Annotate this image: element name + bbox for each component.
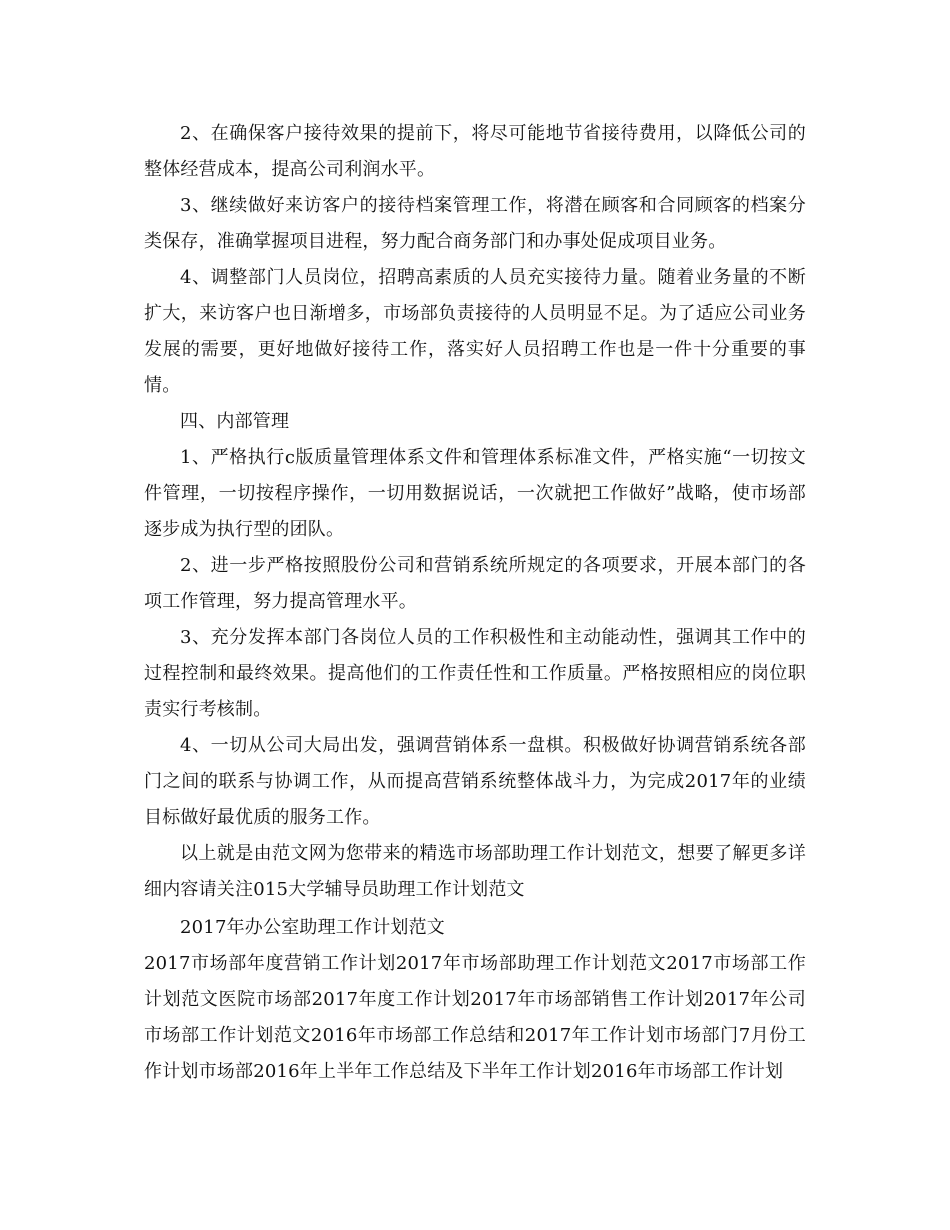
closing-paragraph: 以上就是由范文网为您带来的精选市场部助理工作计划范文，想要了解更多详细内容请关注015大学辅导员助理工作计划范文 <box>144 843 806 900</box>
related-title: 2017年办公室助理工作计划范文 <box>180 917 446 938</box>
related-links-list: 2017市场部年度营销工作计划2017年市场部助理工作计划范文2017市场部工作计划范文医院市场部2017年度工作计划2017年市场部销售工作计划2017年公司市场部工作计划范文2016年市场部工作总结和2017年工作计划市场部门7月份工作计划市场部2016年上半年工作总结及下半年工作计划2016年市场部工作计划 <box>144 953 806 1082</box>
document-body <box>144 116 806 1090</box>
paragraph-management-2: 2、进一步严格按照股份公司和营销系统所规定的各项要求，开展本部门的各项工作管理，努力提高管理水平。 <box>144 555 806 612</box>
paragraph-item-2: 2、在确保客户接待效果的提前下，将尽可能地节省接待费用，以降低公司的整体经营成本，提高公司利润水平。 <box>144 123 806 180</box>
paragraph-management-1: 1、严格执行c版质量管理体系文件和管理体系标准文件，严格实施“一切按文件管理，一切按程序操作，一切用数据说话，一次就把工作做好”战略，使市场部逐步成为执行型的团队。 <box>144 447 806 540</box>
paragraph-management-3: 3、充分发挥本部门各岗位人员的工作积极性和主动能动性，强调其工作中的过程控制和最终效果。提高他们的工作责任性和工作质量。严格按照相应的岗位职责实行考核制。 <box>144 627 806 720</box>
section-heading-internal-management: 四、内部管理 <box>180 411 290 432</box>
paragraph-management-4: 4、一切从公司大局出发，强调营销体系一盘棋。积极做好协调营销系统各部门之间的联系与协调工作，从而提高营销系统整体战斗力，为完成2017年的业绩目标做好最优质的服务工作。 <box>144 735 806 828</box>
paragraph-item-3: 3、继续做好来访客户的接待档案管理工作，将潜在顾客和合同顾客的档案分类保存，准确掌握项目进程，努力配合商务部门和办事处促成项目业务。 <box>144 195 806 252</box>
paragraph-item-4: 4、调整部门人员岗位，招聘高素质的人员充实接待力量。随着业务量的不断扩大，来访客户也日渐增多，市场部负责接待的人员明显不足。为了适应公司业务发展的需要，更好地做好接待工作，落实好人员招聘工作也是一件十分重要的事情。 <box>144 267 806 396</box>
